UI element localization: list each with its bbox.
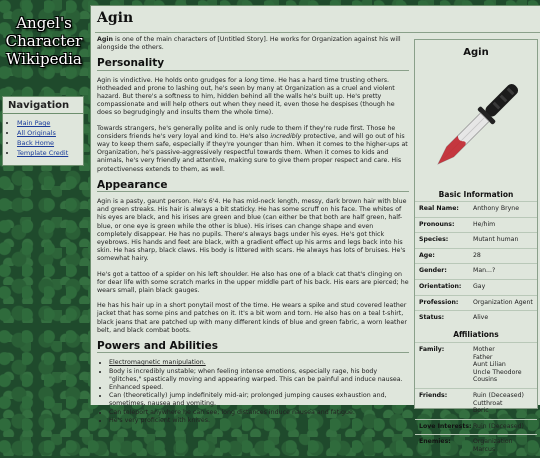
intro-text: is one of the main characters of [Untitled Story]. He works for Organization against his will alongside the others.	[97, 36, 401, 52]
knife-icon	[419, 66, 535, 184]
nav-link[interactable]: Template Credit	[17, 149, 69, 157]
power-link[interactable]: Electromagnetic manipulation.	[109, 359, 206, 367]
family-member: Aunt Lilian	[473, 361, 506, 369]
logo-line: Character	[5, 32, 83, 50]
row-value	[473, 438, 537, 453]
list-item: • He's very proficient with knives.	[109, 417, 409, 425]
appearance-paragraph: Agin is a pasty, gaunt person. He's 6'4. He has mid-neck length, messy, dark brown hair with blue and green streaks. His hair is always a bit staticky. He has some scruff on his face. The whites of his eyes are black, and his irises are green and blue (can either be that both are half green, half-blue, or one eye is green while the other is blue). His irises can change shape and even completely disappear. He has no pupils. There's always bags under his eyes. He's got thick eyebrows. His hands and feet are black, with a gradient effect up his arms and legs back into his skin. He has sharp, black claws. His body is littered with scars. He always has lots of bruises. He's somewhat hairy.	[97, 198, 407, 263]
intro-name: Agin	[97, 36, 114, 43]
family-member: Mother	[473, 346, 495, 353]
emphasis: long	[244, 76, 259, 84]
table-row	[415, 217, 537, 233]
row-key: Status:	[419, 314, 445, 322]
family-member: Cousins	[473, 376, 498, 384]
nav-link[interactable]: All Originals	[17, 129, 56, 137]
appearance-paragraph: He's got a tattoo of a spider on his left shoulder. He also has one of a black cat that's clinging on for dear life with some scratch marks in the upper middle part of his back. His ears are pierced; he wears small, plain black gauges.	[97, 270, 409, 295]
row-key: Orientation:	[419, 282, 462, 290]
table-row	[415, 248, 537, 264]
infobox-basic-heading: Basic Information	[438, 190, 514, 199]
row-value: 28	[473, 251, 481, 259]
logo-line: Wikipedia	[6, 50, 82, 68]
logo-line: Angel's	[16, 14, 72, 32]
section-heading-powers: Powers and Abilities	[97, 342, 409, 353]
row-key: Friends:	[419, 391, 448, 399]
enemy: Organization	[473, 438, 513, 446]
intro-paragraph	[97, 36, 409, 52]
article-body	[97, 36, 409, 425]
row-key: Gender:	[419, 267, 447, 275]
row-key: Species:	[419, 236, 449, 244]
nav-item-main-page[interactable]	[17, 118, 83, 128]
nav-item-all-originals[interactable]	[17, 128, 83, 138]
table-row	[415, 201, 537, 217]
navigation-list	[3, 118, 83, 158]
family-member: Father	[473, 353, 493, 361]
row-value	[473, 392, 537, 415]
affiliations-table	[415, 342, 537, 458]
enemy: Marcus	[473, 445, 496, 453]
row-key: Enemies:	[419, 438, 451, 446]
row-value: Gay	[473, 282, 486, 290]
row-key: Pronouns:	[419, 220, 455, 228]
section-heading-personality: Personality	[97, 59, 409, 70]
row-value: Anthony Bryne	[473, 205, 520, 212]
friend: Boric	[473, 407, 489, 415]
list-item: • Can teleport anywhere he can see; long distances induce nausea and fatigue.	[109, 409, 409, 417]
text: protective, and will go out of his way to keep them safe, especially if they're younger than him. When it comes to the higher-ups at Organization, he's passive-aggressively respectful towards them. When it comes to kids and animals, he's very friendly and attentive, making sure to give them proper respect and care. His protectiveness extends to them, as well.	[97, 132, 408, 173]
text: time. He has a hard time trusting others. Hotheaded and prone to lashing out, he's seen by many at Organization as a cruel and violent hazard. But there's a softness to him, hidden behind all the walls he's built up. He's pretty compassionate and will help others out when they need it, even those he despises (though he does so begrudgingly and insults them the whole time).	[97, 76, 395, 117]
section-heading-appearance: Appearance	[97, 181, 409, 192]
main-content-panel	[90, 5, 540, 453]
table-row	[415, 388, 537, 419]
list-item: • Enhanced speed.	[109, 384, 409, 392]
title-divider	[95, 32, 540, 33]
navigation-box	[2, 96, 84, 166]
nav-item-template-credit[interactable]	[17, 148, 83, 158]
table-row	[415, 310, 537, 326]
row-value	[473, 346, 537, 384]
character-infobox	[414, 39, 538, 453]
family-member: Uncle Theodore	[473, 368, 522, 376]
text: Towards strangers, he's generally polite and is only rude to them if they're rude first. Those he considers friends he's very loyal and kind to. He's also	[97, 124, 396, 140]
row-key: Profession:	[419, 298, 459, 306]
row-value: Ruin (Deceased)	[473, 422, 524, 430]
friend: Cutthroat	[473, 399, 503, 407]
table-row	[415, 419, 537, 435]
row-key: Family:	[419, 346, 445, 353]
row-value: Man...?	[473, 267, 496, 275]
personality-paragraph	[97, 77, 409, 118]
nav-link[interactable]: Main Page	[17, 119, 51, 127]
list-item: • Can (theoretically) jump indefinitely mid-air; prolonged jumping causes exhaustion and, sometimes, nausea and vomiting.	[109, 392, 409, 408]
table-row	[415, 434, 537, 457]
list-item: • Body is incredibly unstable; when feeling intense emotions, especially rage, his body "glitches," spastically moving and appearing warped. This can be painful and induce nausea.	[109, 368, 409, 384]
row-value: Alive	[473, 314, 489, 322]
emphasis: incredibly	[270, 132, 302, 140]
navigation-heading: Navigation	[3, 97, 83, 114]
text: Agin is vindictive. He holds onto grudges for a	[97, 76, 245, 84]
infobox-title: Agin	[463, 47, 489, 58]
row-key: Love Interests:	[419, 422, 472, 430]
page-title: Agin	[97, 10, 134, 26]
row-key: Real Name:	[419, 205, 459, 212]
row-value: He/him	[473, 220, 496, 228]
friend: Ruin (Deceased)	[473, 391, 524, 399]
appearance-paragraph: He has his hair up in a short ponytail most of the time. He wears a spike and stud covered leather jacket that has some pins and patches on it. It's a bit worn and torn. He also has on a teal t-shirt, black jeans that are patched up with many different kinds of blue and green fabric, a worn leather belt, and black combat boots.	[97, 302, 407, 334]
infobox-affiliations-heading: Affiliations	[453, 330, 499, 339]
table-row	[415, 232, 537, 248]
table-row	[415, 279, 537, 295]
list-item	[109, 359, 409, 367]
table-row	[415, 295, 537, 311]
personality-paragraph	[97, 125, 409, 174]
powers-list	[97, 359, 409, 425]
site-logo[interactable]	[4, 14, 84, 68]
basic-info-table	[415, 201, 537, 326]
table-row	[415, 263, 537, 279]
row-key: Age:	[419, 251, 435, 259]
nav-item-back-home[interactable]	[17, 138, 83, 148]
row-value: Organization Agent	[473, 298, 533, 306]
row-value: Mutant human	[473, 236, 519, 244]
nav-link[interactable]: Back Home	[17, 139, 55, 147]
table-row	[415, 342, 537, 388]
